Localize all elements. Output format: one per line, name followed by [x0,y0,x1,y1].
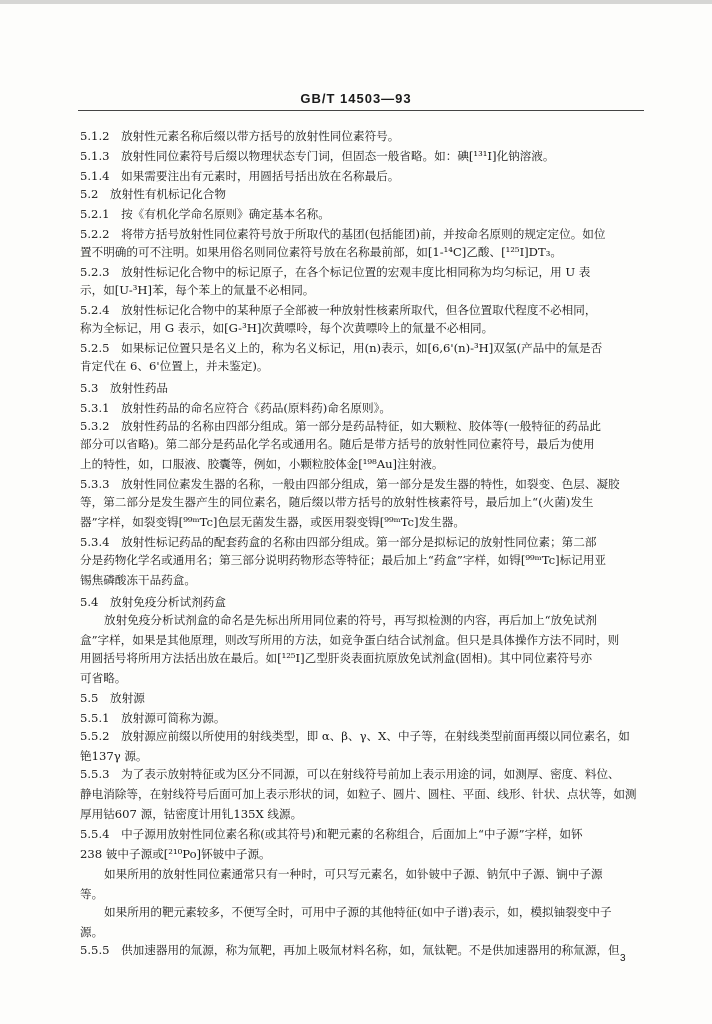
text-line: 5.2.2 将带方括号放射性同位素符号放于所取代的基团(包括能团)前，并按命名原则的规定定位。如位 [80,227,606,241]
text-line: 5.2.4 放射性标记化合物中的某种原子全部被一种放射性核素所取代，但各位置取代程度不必相同， [80,303,597,317]
text-line: 5.2.5 如果标记位置只是名义上的，称为名义标记，用(n)表示，如[6,6'(n)-³H]双氢(产品中的氚是否 [80,341,603,355]
text-line: 盒”字样，如果是其他原理，则改写所用的方法，如竞争蛋白结合试剂盒。但只是具体操作方法不同时，则 [80,633,620,647]
text-line: 5.4 放射免疫分析试剂药盒 [80,595,226,609]
text-line: 5.3.1 放射性药品的命名应符合《药品(原料药)命名原则》。 [80,401,391,415]
text-line: 5.5.3 为了表示放射特征或为区分不同源，可以在射线符号前加上表示用途的词，如测厚、密度、料位、 [80,767,620,781]
text-line: 5.1.3 放射性同位素符号后缀以物理状态专门词，但固态一般省略。如：碘[¹³¹I]化钠溶液。 [80,149,555,163]
text-line: 分是药物化学名或通用名；第三部分说明药物形态等特征；最后加上“药盒”字样，如锝[⁹⁹ᵐTc]标记用亚 [80,553,606,567]
text-line: 5.5.2 放射源应前缀以所使用的射线类型，即 α、β、γ、X、中子等，在射线类型前面再缀以同位素名，如 [80,729,630,743]
text-line: 如果所用的靶元素较多，不便写全时，可用中子源的其他特征(如中子谱)表示，如，模拟铀裂变中子 [104,905,612,919]
text-line: 器”字样，如裂变锝[⁹⁹ᵐTc]色层无菌发生器，或医用裂变锝[⁹⁹ᵐTc]发生器。 [80,515,465,529]
page-header: GB/T 14503—93 [300,91,412,106]
text-line: 5.5 放射源 [80,691,145,705]
text-line: 可省略。 [80,671,127,685]
text-line: 5.5.5 供加速器用的氚源，称为氚靶，再加上吸氚材料名称，如，氚钛靶。不是供加速器用的称氚源，但 [80,943,620,957]
text-line: 肯定代在 6、6'位置上，并未鉴定)。 [80,359,269,373]
header-rule [78,110,644,111]
text-line: 置不明确的可不注明。如果用俗名则同位素符号放在名称最前部，如[1-¹⁴C]乙酸、[¹²⁵I]DT₃。 [80,245,562,259]
scan-edge [0,0,712,4]
text-line: 5.3.2 放射性药品的名称由四部分组成。第一部分是药品特征，如大颗粒、胶体等(一般特征的药品此 [80,419,601,433]
text-line: 5.3.4 放射性标记药品的配套药盒的名称由四部分组成。第一部分是拟标记的放射性同位素；第二部 [80,535,597,549]
text-line: 238 铍中子源或[²¹⁰Po]钚铍中子源。 [80,847,271,861]
text-line: 示，如[U-³H]苯，每个苯上的氚量不必相同。 [80,283,315,297]
text-line: 静电消除等，在射线符号后面可加上表示形状的词，如粒子、圆片、圆柱、平面、线形、针状、点状等，如测 [80,787,637,801]
text-line: 称为全标记，用 G 表示，如[G-³H]次黄嘌呤，每个次黄嘌呤上的氚量不必相同。 [80,321,494,335]
text-line: 锡焦磷酸冻干品药盒。 [80,573,196,587]
text-line: 等，第二部分是发生器产生的同位素名，随后缀以带方括号的放射性核素符号，最后加上“(火菌)发生 [80,495,594,509]
text-line: 部分可以省略)。第二部分是药品化学名或通用名。随后是带方括号的放射性同位素符号，最后为使用 [80,437,595,451]
text-line: 5.5.4 中子源用放射性同位素名称(或其符号)和靶元素的名称组合，后面加上“中子源”字样，如钚 [80,827,583,841]
text-line: 5.3 放射性药品 [80,381,169,395]
text-line: 等。 [80,887,104,901]
text-line: 5.5.1 放射源可简称为源。 [80,711,226,725]
text-line: 厚用钴607 源，钴密度计用钆135X 线源。 [80,807,303,821]
text-line: 铯137γ 源。 [80,749,148,763]
text-line: 5.3.3 放射性同位素发生器的名称，一般由四部分组成，第一部分是发生器的特性，如裂变、色层、凝胶 [80,477,620,491]
text-line: 5.1.4 如果需要注出有元素时，用圆括号括出放在名称最后。 [80,169,400,183]
text-line: 放射免疫分析试剂盒的命名是先标出所用同位素的符号，再写拟检测的内容，再后加上“放免试剂 [104,613,597,627]
text-line: 5.2.1 按《有机化学命名原则》确定基本名称。 [80,207,330,221]
text-line: 如果所用的放射性同位素通常只有一种时，可只写元素名，如钋铍中子源、钠氘中子源、锎中子源 [104,867,603,881]
text-line: 用圆括号将所用方法括出放在最后。如[¹²⁵I]乙型肝炎表面抗原放免试剂盒(固相)。其中同位素符号亦 [80,651,592,665]
text-line: 5.1.2 放射性元素名称后缀以带方括号的放射性同位素符号。 [80,129,400,143]
text-line: 5.2.3 放射性标记化合物中的标记原子，在各个标记位置的宏观丰度比相同称为均匀标记，用 U 表 [80,265,591,279]
text-line: 源。 [80,925,104,939]
text-line: 上的特性，如，口服液、胶囊等，例如，小颗粒胶体金[¹⁹⁸Au]注射液。 [80,457,444,471]
text-line: 5.2 放射性有机标记化合物 [80,187,226,201]
page-number: 3 [620,953,626,964]
